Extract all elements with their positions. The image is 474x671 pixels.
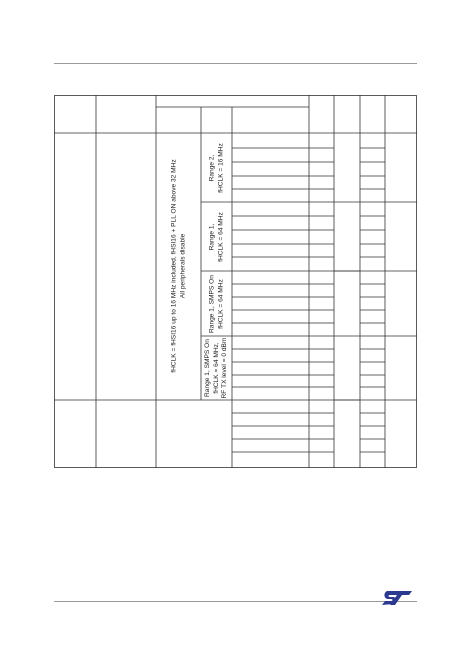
group-label-range1-smps bbox=[208, 275, 225, 333]
data-table bbox=[54, 95, 417, 468]
group-label-line: fHCLK = 64 MHz, bbox=[212, 342, 220, 394]
table-frame bbox=[55, 96, 417, 468]
table-grid bbox=[54, 95, 417, 468]
group-label-line: Range 2, bbox=[207, 154, 215, 181]
group-label-line: Range 1, bbox=[207, 223, 215, 250]
footer-rule bbox=[54, 601, 417, 602]
group-label-line: RF TX level = 0 dBm bbox=[220, 337, 228, 399]
conditions-text bbox=[170, 159, 187, 372]
group-label-line: fHCLK = 64 MHz bbox=[216, 278, 224, 329]
group-label-range1-smps-rf bbox=[204, 338, 230, 399]
group-label-line: fHCLK = 64 MHz bbox=[216, 211, 224, 262]
header-rule bbox=[54, 63, 417, 64]
st-logo bbox=[378, 589, 416, 607]
conditions-line-1: fHCLK = fHSI16 up to 16 MHz included, fHSI16 + PLL ON above 32 MHz bbox=[169, 159, 177, 373]
group-label-range2 bbox=[208, 143, 225, 193]
conditions-line-2: All peripherals disable bbox=[178, 233, 186, 299]
group-label-line: Range 1, SMPS On bbox=[203, 339, 211, 397]
st-logo-icon bbox=[378, 589, 416, 607]
group-label-line: Range 1, SMPS On bbox=[207, 274, 215, 333]
group-label-range1 bbox=[208, 212, 225, 262]
group-label-line: fHCLK = 16 MHz bbox=[216, 142, 224, 193]
row-lines bbox=[232, 148, 385, 452]
